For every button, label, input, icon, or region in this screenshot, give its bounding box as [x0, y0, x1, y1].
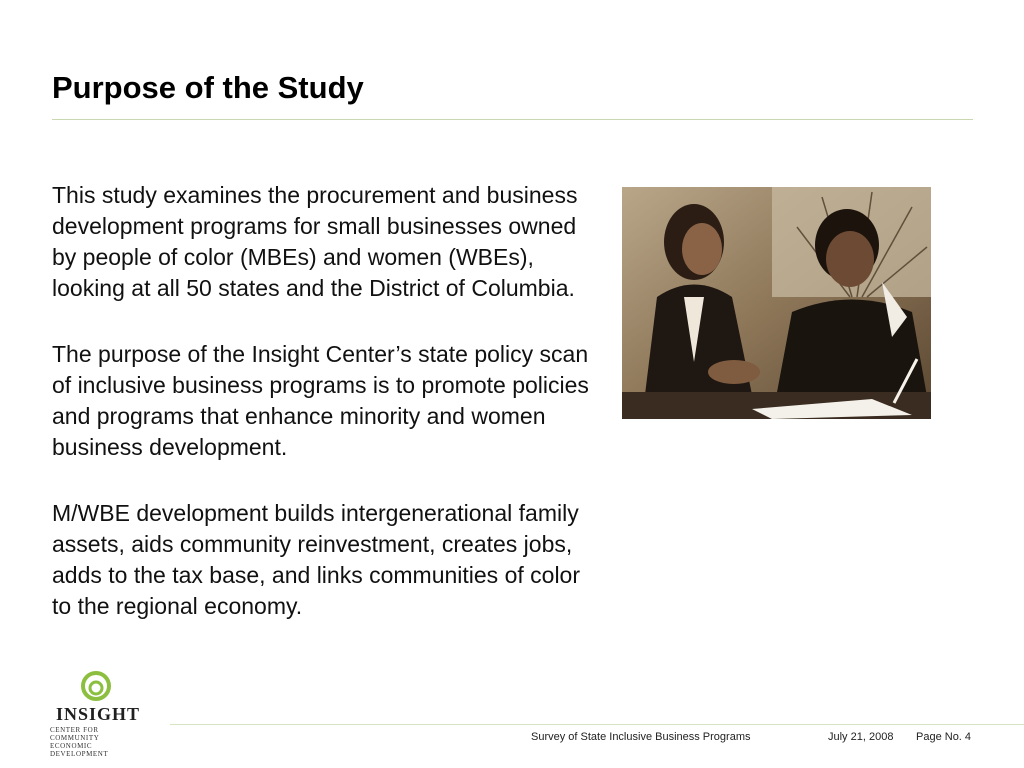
paragraph-purpose: The purpose of the Insight Center’s state policy scan of inclusive business programs is to promote policies and programs that enhance minority and women business development.	[52, 341, 589, 460]
logo-subtitle	[50, 726, 148, 758]
logo-subtitle-line1: CENTER FOR COMMUNITY	[50, 726, 100, 742]
paragraph-scope: This study examines the procurement and business development programs for small businesses owned by people of color (MBEs) and women (WBEs), looking at all 50 states and the District of Columbia.	[52, 182, 578, 301]
spiral-circle-icon	[48, 668, 148, 704]
footer-divider	[170, 724, 1024, 725]
title-divider	[52, 119, 973, 120]
two-women-reviewing-document-photo	[622, 187, 931, 419]
paragraph-impact: M/WBE development builds intergenerational family assets, aids community reinvestment, creates jobs, adds to the tax base, and links communities of color to the regional economy.	[52, 500, 581, 619]
footer-page-number: Page No. 4	[916, 731, 972, 743]
body-text	[52, 180, 597, 657]
logo-wordmark: INSIGHT	[55, 704, 141, 724]
logo-subtitle-line2: ECONOMIC DEVELOPMENT	[50, 742, 109, 758]
footer-survey-title: Survey of State Inclusive Business Programs	[531, 731, 751, 743]
footer-date: July 21, 2008	[828, 731, 894, 743]
slide-title: Purpose of the Study	[52, 70, 364, 105]
insight-logo	[48, 668, 148, 758]
